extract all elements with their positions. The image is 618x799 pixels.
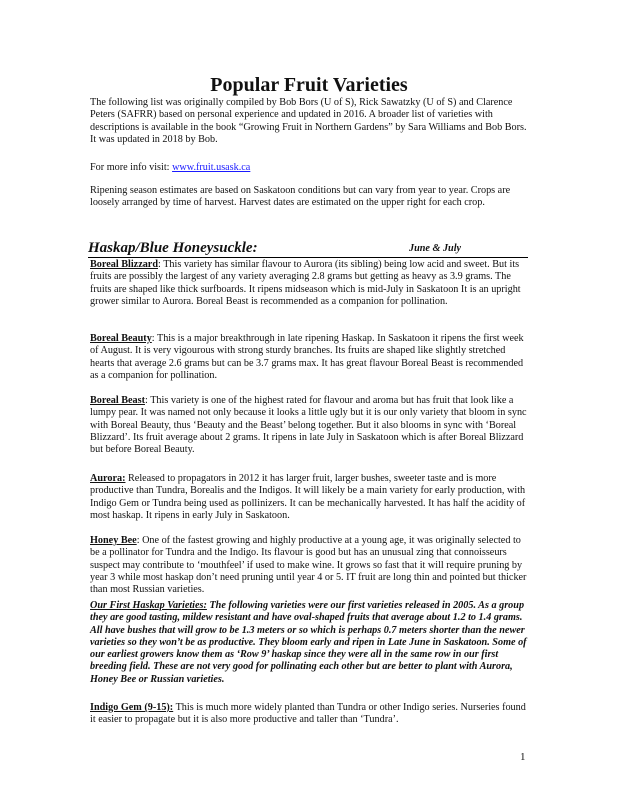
more-info-label: For more info visit: [90,162,173,173]
fruit-website-link[interactable]: www.fruit.usask.ca [172,162,251,173]
page-number: 1 [520,751,526,763]
intro-paragraph: The following list was originally compiled by Bob Bors (U of S), Rick Sawatzky (U of S) and Clarence Peters (SAFRR) based on personal experience and updated in 2016. A broader list of varieties with descriptions is available in the book “Growing Fruit in Northern Gardens” by Sara Williams and Bob Bors. It was updated in 2018 by Bob. [90,97,527,145]
ripening-note: Ripening season estimates are based on Saskatoon conditions but can vary from year to year. Crops are loosely arranged by time of harvest. Harvest dates are estimated on the upper right for each crop. [90,185,511,209]
page-title: Popular Fruit Varieties [210,74,408,96]
first-varieties-note [90,600,532,686]
variety-indigo-gem [90,702,532,727]
variety-honey-bee [90,535,532,596]
variety-name: Boreal Beauty [90,333,152,344]
variety-boreal-beauty [90,333,532,382]
variety-aurora [90,473,532,522]
variety-description: This is much more widely planted than Tundra or other Indigo series. Nurseries found it easier to propagate but it is also more productive and taller than ‘Tundra’. [90,702,526,726]
variety-description: : This is a major breakthrough in late ripening Haskap. In Saskatoon it ripens the first week of August. It is very vigourous with strong sturdy branches. Its fruits are shaped like slightly stretched hearts that average 2.6 grams but can be 3.7 grams max. It has great flavour Boreal Beast is recommended as a companion for pollination. [90,333,524,381]
variety-boreal-blizzard [90,259,532,308]
variety-boreal-beast [90,395,532,456]
harvest-season: June & July [409,243,462,254]
variety-name: Honey Bee [90,535,137,546]
variety-description: : This variety has similar flavour to Aurora (its sibling) being low acid and sweet. But its fruits are possibly the largest of any variety averaging 2.8 grams but getting as heavy as 3.9 grams. The fruits are shaped like thick surfboards. It ripens midseason which is mid-July in Saskatoon It is an upright grower similar to Aurora. Boreal Beast is recommended as a companion for pollination. [90,259,521,307]
variety-name: Boreal Blizzard [90,259,158,270]
variety-description: : One of the fastest growing and highly productive at a young age, it was originally selected to be a pollinator for Tundra and the Indigo. Its flavour is good but has an unusual zing that connoisseurs suspect may contribute to ‘mouthfeel’ if used to make wine. It grows so fast that it will require pruning by year 3 while most haskap don’t need pruning until year 4 or 5. IT fruit are long thin and pointed but thicker than most Russian varieties. [90,535,527,596]
more-info-paragraph [90,162,532,174]
variety-name: Indigo Gem (9-15): [90,702,174,713]
variety-name: Boreal Beast [90,395,145,406]
section-heading-row [88,240,528,258]
note-title: Our First Haskap Varieties: [90,600,207,611]
section-heading: Haskap/Blue Honeysuckle: [88,240,258,256]
variety-description: Released to propagators in 2012 it has larger fruit, larger bushes, sweeter taste and is more productive than Tundra, Borealis and the Indigos. It will likely be a main variety for early production, with Indigo Gem or Tundra being used as pollinizers. It can be mechanically harvested. It has half the acidity of most haskap. It ripens in early July in Saskatoon. [90,473,526,521]
note-text: The following varieties were our first varieties released in 2005. As a group they are good tasting, mildew resistant and have oval-shaped fruits that average about 1.2 to 1.4 grams. All have bushes that will grow to be 1.3 meters or so which is perhaps 0.7 meters shorter than the newer varieties so they won’t be as productive. They bloom early and ripen in Late June in Saskatoon. Some of our earliest growers know them as ‘Row 9’ haskap since they were all in the same row in our first breeding field. These are not very good for pollinating each other but are better to plant with Aurora, Honey Bee or Russian varieties. [90,600,527,685]
variety-description: : This variety is one of the highest rated for flavour and aroma but has fruit that look like a lumpy pear. It was named not only because it looks a little ugly but it is our only variety that bloom in sync with Boreal Beauty, thus ‘Beauty and the Beast’ belong together. But it also blooms in sync with ‘Boreal Blizzard’. Its fruit average about 2 grams. It ripens in late July in Saskatoon which is after Boreal Blizzard but before Boreal Beauty. [90,395,527,456]
variety-name: Aurora: [90,473,126,484]
